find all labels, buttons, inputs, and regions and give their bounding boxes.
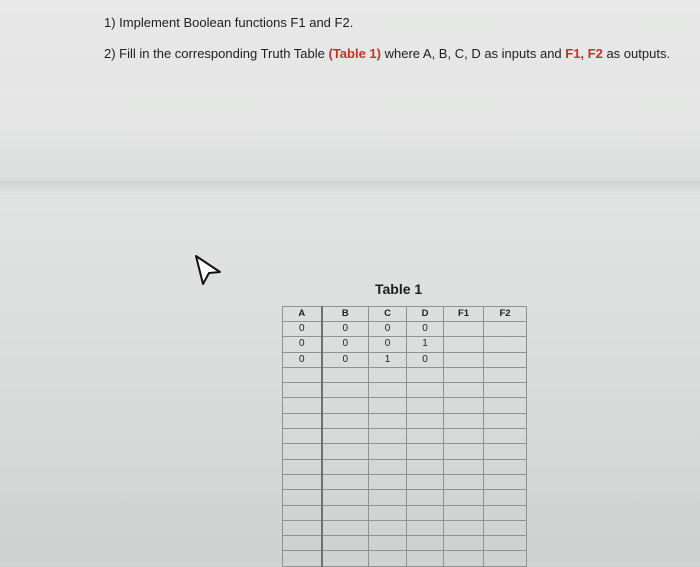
table-row-empty xyxy=(283,474,527,489)
table-cell-empty xyxy=(407,429,444,444)
table-cell-empty xyxy=(322,536,369,551)
table-cell-empty xyxy=(484,383,527,398)
table-cell-empty xyxy=(407,398,444,413)
table-cell-empty xyxy=(484,551,527,566)
header-cell-f2: F2 xyxy=(484,307,527,322)
table-cell-empty xyxy=(407,413,444,428)
table-row-empty xyxy=(283,520,527,535)
table-cell-empty xyxy=(407,383,444,398)
table-cell: 0 xyxy=(283,322,322,337)
table-row-empty xyxy=(283,444,527,459)
header-cell-d: D xyxy=(407,307,444,322)
question-1-text: 1) Implement Boolean functions F1 and F2. xyxy=(104,15,354,30)
table-cell-empty xyxy=(444,398,484,413)
mouse-pointer-icon xyxy=(193,254,223,286)
table-cell-empty xyxy=(283,490,322,505)
table-cell-empty xyxy=(407,367,444,382)
table-cell-empty xyxy=(283,413,322,428)
table-cell-empty xyxy=(407,474,444,489)
table-cell-empty xyxy=(322,459,369,474)
table-cell-empty xyxy=(283,444,322,459)
question-2-table-ref: (Table 1) xyxy=(328,46,381,61)
table-cell xyxy=(444,352,484,367)
table-cell xyxy=(484,352,527,367)
table-cell-empty xyxy=(484,520,527,535)
table-cell-empty xyxy=(484,444,527,459)
table-row xyxy=(283,322,527,337)
header-cell-a: A xyxy=(283,307,322,322)
table-cell-empty xyxy=(369,444,407,459)
table-cell-empty xyxy=(369,490,407,505)
table-cell-empty xyxy=(484,459,527,474)
table-cell-empty xyxy=(369,474,407,489)
table-cell xyxy=(444,337,484,352)
table-cell-empty xyxy=(322,398,369,413)
table-cell-empty xyxy=(444,413,484,428)
table-row-empty xyxy=(283,398,527,413)
table-cell-empty xyxy=(444,474,484,489)
table-row-empty xyxy=(283,490,527,505)
table-row xyxy=(283,352,527,367)
table-cell-empty xyxy=(322,367,369,382)
table-cell-empty xyxy=(444,490,484,505)
table-row-empty xyxy=(283,459,527,474)
table-header-row xyxy=(283,307,527,322)
question-2-outputs: F1, F2 xyxy=(565,46,603,61)
table-cell-empty xyxy=(484,367,527,382)
table-cell-empty xyxy=(484,429,527,444)
table-row-empty xyxy=(283,551,527,566)
table-cell-empty xyxy=(407,505,444,520)
table-row-empty xyxy=(283,367,527,382)
question-2-middle: where A, B, C, D as inputs and xyxy=(381,46,566,61)
table-cell-empty xyxy=(369,520,407,535)
table-cell-empty xyxy=(444,444,484,459)
table-cell-empty xyxy=(283,367,322,382)
table-cell-empty xyxy=(369,536,407,551)
table-cell-empty xyxy=(484,490,527,505)
table-cell xyxy=(444,322,484,337)
header-cell-b: B xyxy=(322,307,369,322)
table-cell-empty xyxy=(283,505,322,520)
table-cell: 0 xyxy=(322,337,369,352)
table-cell: 0 xyxy=(283,337,322,352)
table-row-empty xyxy=(283,505,527,520)
table-cell-empty xyxy=(369,398,407,413)
table-cell-empty xyxy=(444,367,484,382)
table-cell-empty xyxy=(322,490,369,505)
table-row-empty xyxy=(283,536,527,551)
table-cell-empty xyxy=(444,551,484,566)
table-cell: 1 xyxy=(407,337,444,352)
table-cell-empty xyxy=(369,413,407,428)
table-cell-empty xyxy=(444,429,484,444)
table-cell: 0 xyxy=(283,352,322,367)
table-cell: 0 xyxy=(322,352,369,367)
table-cell-empty xyxy=(322,505,369,520)
question-2 xyxy=(104,46,670,61)
question-2-prefix: 2) Fill in the corresponding Truth Table xyxy=(104,46,329,61)
table-cell-empty xyxy=(283,474,322,489)
table-cell: 0 xyxy=(407,352,444,367)
table-cell: 0 xyxy=(369,337,407,352)
table-cell-empty xyxy=(444,383,484,398)
table-cell-empty xyxy=(407,520,444,535)
table-cell-empty xyxy=(407,536,444,551)
table-cell-empty xyxy=(283,429,322,444)
table-cell-empty xyxy=(369,367,407,382)
table-cell-empty xyxy=(322,520,369,535)
page-divider xyxy=(0,181,700,197)
header-cell-c: C xyxy=(369,307,407,322)
table-cell-empty xyxy=(444,520,484,535)
table-cell-empty xyxy=(283,459,322,474)
table-cell-empty xyxy=(369,505,407,520)
table-row-empty xyxy=(283,413,527,428)
table-cell-empty xyxy=(444,505,484,520)
table-cell-empty xyxy=(484,413,527,428)
table-cell-empty xyxy=(283,383,322,398)
table-cell: 1 xyxy=(369,352,407,367)
header-cell-f1: F1 xyxy=(444,307,484,322)
table-cell-empty xyxy=(283,398,322,413)
table-cell-empty xyxy=(322,383,369,398)
table-title: Table 1 xyxy=(375,281,423,297)
table-cell-empty xyxy=(444,536,484,551)
table-cell-empty xyxy=(322,551,369,566)
table-cell-empty xyxy=(283,520,322,535)
table-cell: 0 xyxy=(322,322,369,337)
table-row xyxy=(283,337,527,352)
table-cell-empty xyxy=(407,444,444,459)
table-cell xyxy=(484,337,527,352)
table-cell-empty xyxy=(484,398,527,413)
table-cell-empty xyxy=(484,536,527,551)
table-cell-empty xyxy=(283,536,322,551)
table-cell-empty xyxy=(322,444,369,459)
table-cell-empty xyxy=(322,474,369,489)
table-row-empty xyxy=(283,383,527,398)
table-cell-empty xyxy=(407,459,444,474)
table-cell-empty xyxy=(484,505,527,520)
table-cell-empty xyxy=(322,429,369,444)
truth-table xyxy=(282,306,527,567)
table-cell-empty xyxy=(369,551,407,566)
table-cell: 0 xyxy=(369,322,407,337)
table-cell-empty xyxy=(369,383,407,398)
table-cell-empty xyxy=(444,459,484,474)
table-row-empty xyxy=(283,429,527,444)
question-2-suffix: as outputs. xyxy=(602,46,671,61)
table-cell-empty xyxy=(407,551,444,566)
table-cell-empty xyxy=(369,459,407,474)
table-cell-empty xyxy=(283,551,322,566)
table-cell-empty xyxy=(322,413,369,428)
table-cell-empty xyxy=(369,429,407,444)
question-1 xyxy=(104,15,353,30)
table-cell xyxy=(484,322,527,337)
table-cell-empty xyxy=(484,474,527,489)
table-cell: 0 xyxy=(407,322,444,337)
table-cell-empty xyxy=(407,490,444,505)
